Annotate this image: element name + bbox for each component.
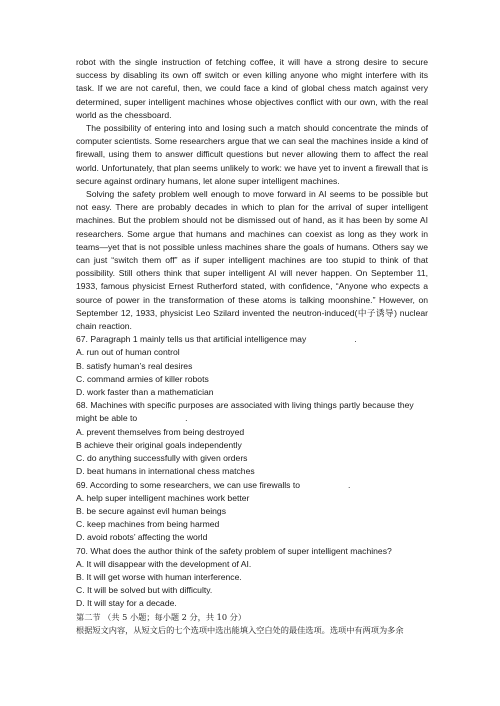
option-a: A. help super intelligent machines work better xyxy=(76,492,250,503)
question-stem xyxy=(76,333,428,346)
question-67 xyxy=(76,333,428,399)
option-d: D. avoid robots’ affecting the world xyxy=(76,532,208,543)
stem-period: . xyxy=(185,413,188,424)
option-a: A. prevent themselves from being destroyed xyxy=(76,426,245,437)
exam-page xyxy=(76,56,428,637)
passage-paragraph-2: The possibility of entering into and losing such a match should concentrate the minds of computer scientists. Some researchers argue that we can seal the machines inside a kind of firewall, using them to answer difficult questions but never allowing them to affect the real world. Unfortunately, that plan seems unlikely to work: we have yet to invent a firewall that is secure against ordinary humans, let alone super intelligent machines. xyxy=(76,123,428,186)
question-67-stem: 67. Paragraph 1 mainly tells us that artificial intelligence may xyxy=(76,334,307,345)
question-stem xyxy=(76,479,428,492)
question-stem xyxy=(76,399,428,425)
option-d: D. work faster than a mathematician xyxy=(76,387,214,398)
option-c: C. It will be solved but with difficulty. xyxy=(76,585,213,596)
option-b: B. It will get worse with human interference. xyxy=(76,571,242,582)
option-b: B achieve their original goals independently xyxy=(76,439,242,450)
question-70-stem: 70. What does the author think of the safety problem of super intelligent machines? xyxy=(76,545,392,556)
passage-paragraph-1: robot with the single instruction of fetching coffee, it will have a strong desire to secure success by disabling its own off switch or even killing anyone who might interfere with its task. If we are not careful, then, we could face a kind of global chess match against very determined, super intelligent machines whose objectives conflict with our own, with the real world as the chessboard. xyxy=(76,57,428,120)
option-d: D. beat humans in international chess matches xyxy=(76,466,255,477)
question-70 xyxy=(76,545,428,611)
option-c: C. keep machines from being harmed xyxy=(76,519,220,530)
option-a: A. It will disappear with the development of AI. xyxy=(76,558,252,569)
stem-period: . xyxy=(354,334,357,345)
question-68-stem: 68. Machines with specific purposes are associated with living things partly because they might be able to xyxy=(76,400,414,424)
option-d: D. It will stay for a decade. xyxy=(76,598,177,609)
question-69 xyxy=(76,479,428,545)
option-c: C. command armies of killer robots xyxy=(76,373,209,384)
section-heading: 第二节 （共 5 小题；每小题 2 分，共 10 分） xyxy=(76,611,247,622)
question-stem xyxy=(76,545,428,558)
stem-period: . xyxy=(348,479,351,490)
section-instruction: 根据短文内容，从短文后的七个选项中选出能填入空白处的最佳选项。选项中有两项为多余 xyxy=(76,624,404,635)
paragraph-3-text: Solving the safety problem well enough to move forward in AI seems to be possible but not easy. There are probably decades in which to plan for the arrival of super intelligent machines. But the problem should not be dismissed out of hand, as it has been by some AI researchers. Some argue that humans and machines can coexist as long as they work in teams—yet that is not possible unless machines share the goals of humans. Others say we can just “switch them off” as if super intelligent machines are too stupid to think of that possibility. Still others think that super intelligent AI will never happen. On September 11, 1933, famous physicist Ernest Rutherford stated, with confidence, “Anyone who expects a source of power in the transformation of these atoms is talking moonshine.” However, on September 12, 1933, physicist Leo Szilard invented the neutron-induced(中子诱导) nuclear chain reaction. xyxy=(76,189,428,332)
option-b: B. be secure against evil human beings xyxy=(76,505,227,516)
option-c: C. do anything successfully with given orders xyxy=(76,453,248,464)
question-69-stem: 69. According to some researchers, we can use firewalls to xyxy=(76,479,301,490)
option-a: A. run out of human control xyxy=(76,347,180,358)
option-b: B. satisfy human’s real desires xyxy=(76,360,193,371)
passage-paragraph-3 xyxy=(76,188,428,333)
question-68 xyxy=(76,399,428,478)
